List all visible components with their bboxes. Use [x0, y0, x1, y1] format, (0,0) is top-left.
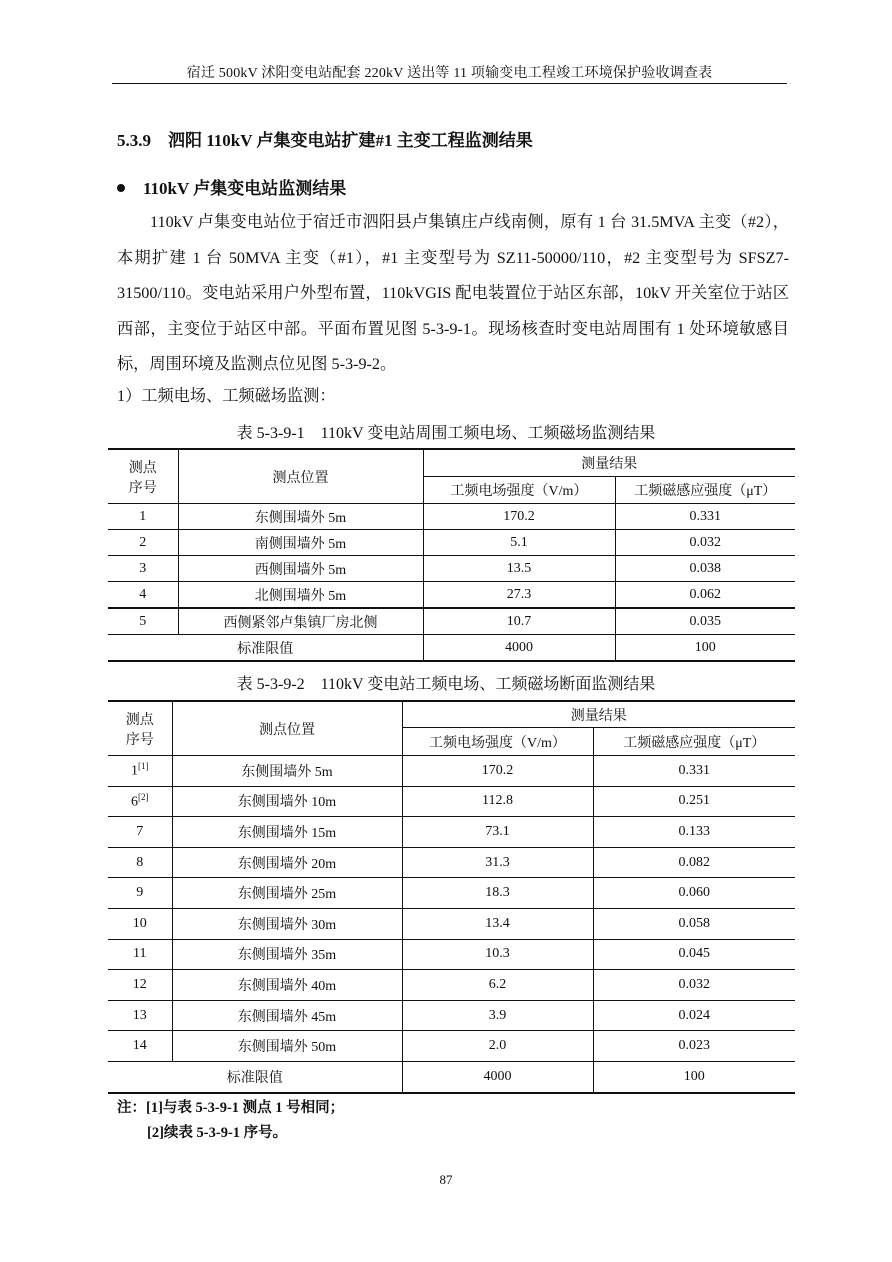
- table2-cell-e: 18.3: [402, 878, 593, 909]
- table2-cell-no: 14: [108, 1031, 172, 1062]
- table2-cell-location: 东侧围墙外 45m: [172, 1000, 402, 1031]
- table2-cell-location: 东侧围墙外 40m: [172, 970, 402, 1001]
- table1-cell-no: 1: [108, 504, 178, 530]
- table1-cell-location: 西侧紧邻卢集镇厂房北侧: [178, 608, 423, 635]
- table2-cell-b: 0.023: [593, 1031, 795, 1062]
- table1-cell-location: 南侧围墙外 5m: [178, 530, 423, 556]
- table-row: [108, 939, 795, 970]
- table2-cell-b: 0.045: [593, 939, 795, 970]
- table1-cell-b: 0.035: [615, 608, 795, 635]
- table2-cell-no: 10: [108, 908, 172, 939]
- table2-cell-no: 13: [108, 1000, 172, 1031]
- table-row: [108, 908, 795, 939]
- table2-cell-b: 0.251: [593, 786, 795, 817]
- table2-cell-location: 东侧围墙外 25m: [172, 878, 402, 909]
- table1-limit-label: 标准限值: [108, 635, 423, 662]
- page-number: 87: [439, 1172, 453, 1187]
- table1-cell-no: 2: [108, 530, 178, 556]
- table2-cell-b: 0.331: [593, 756, 795, 787]
- running-header: 宿迁 500kV 沭阳变电站配套 220kV 送出等 11 项输变电工程竣工环境保护验收调查表: [186, 66, 713, 81]
- bullet-heading-text: 110kV 卢集变电站监测结果: [143, 179, 347, 198]
- table2-cell-e: 170.2: [402, 756, 593, 787]
- table1-limit-row: [108, 635, 795, 662]
- table2-cell-e: 2.0: [402, 1031, 593, 1062]
- table2-caption: 表 5-3-9-2 110kV 变电站工频电场、工频磁场断面监测结果: [236, 676, 656, 693]
- cell-text: 测点: [125, 712, 154, 728]
- bullet-dot-icon: [117, 184, 125, 192]
- cell-text: [2]: [138, 792, 149, 803]
- table2-cell-no: 9: [108, 878, 172, 909]
- table2-cell-e: 73.1: [402, 817, 593, 848]
- cell-text: 测点: [128, 460, 157, 476]
- body-paragraph: 110kV 卢集变电站位于宿迁市泗阳县卢集镇庄卢线南侧，原有 1 台 31.5MVA 主变（#2），本期扩建 1 台 50MVA 主变（#1），#1 主变型号为 SZ11-50000/110，#2 主变型号为 SFSZ7-31500/110。变电站采用户外型布置，110kVGIS 配电装置位于站区东部，10kV 开关室位于站区西部，主变位于站区中部。平面布置见图 5-3-9-1。现场核查时变电站周围有 1 处环境敏感目标，周围环境及监测点位见图 5-3-9-2。: [117, 213, 789, 373]
- table2-cell-e: 13.4: [402, 908, 593, 939]
- table2-cell-location: 东侧围墙外 35m: [172, 939, 402, 970]
- table2-cell-b: 0.082: [593, 847, 795, 878]
- cell-text: [1]: [138, 761, 149, 772]
- table2-cell-location: 东侧围墙外 15m: [172, 817, 402, 848]
- table2-limit-label: 标准限值: [108, 1061, 402, 1092]
- table1-cell-e: 5.1: [423, 530, 615, 556]
- table2-cell-b: 0.024: [593, 1000, 795, 1031]
- table1-cell-b: 0.032: [615, 530, 795, 556]
- table-row: [108, 1000, 795, 1031]
- table-row: [108, 556, 795, 582]
- table2-cell-e: 112.8: [402, 786, 593, 817]
- table2-header-e: 工频电场强度（V/m）: [402, 728, 593, 756]
- table1-cell-location: 北侧围墙外 5m: [178, 582, 423, 609]
- table-row: [108, 817, 795, 848]
- table1-limit-b: 100: [615, 635, 795, 662]
- table2-cell-location: 东侧围墙外 5m: [172, 756, 402, 787]
- note-line-2: [2]续表 5-3-9-1 序号。: [147, 1125, 288, 1141]
- table2-cell-e: 6.2: [402, 970, 593, 1001]
- table-row: [108, 530, 795, 556]
- table2-limit-b: 100: [593, 1061, 795, 1092]
- cell-text: 序号: [128, 480, 157, 496]
- table1-header-e: 工频电场强度（V/m）: [423, 477, 615, 504]
- table-notes: [117, 1096, 344, 1146]
- table2-header-b: 工频磁感应强度（μT）: [593, 728, 795, 756]
- note-line-1: 注：[1]与表 5-3-9-1 测点 1 号相同；: [117, 1100, 345, 1116]
- table1: [108, 448, 795, 662]
- table2-header-location: 测点位置: [172, 701, 402, 756]
- table1-cell-b: 0.331: [615, 504, 795, 530]
- table2-cell-no: 12: [108, 970, 172, 1001]
- cell-text: 6: [131, 794, 138, 810]
- table1-header-b: 工频磁感应强度（μT）: [615, 477, 795, 504]
- table1-cell-e: 13.5: [423, 556, 615, 582]
- table-row: [108, 878, 795, 909]
- table-row: [108, 608, 795, 635]
- table2-cell-b: 0.058: [593, 908, 795, 939]
- table2-cell-no: [108, 756, 172, 787]
- table2-limit-e: 4000: [402, 1061, 593, 1092]
- table1-cell-e: 170.2: [423, 504, 615, 530]
- table2: [108, 700, 795, 1094]
- table-row: [108, 504, 795, 530]
- cell-text: 1: [131, 764, 138, 780]
- table-row: [108, 756, 795, 787]
- table2-cell-e: 10.3: [402, 939, 593, 970]
- table2-header-results: 测量结果: [402, 701, 795, 728]
- table1-cell-location: 西侧围墙外 5m: [178, 556, 423, 582]
- table1-cell-b: 0.038: [615, 556, 795, 582]
- table-row: [108, 970, 795, 1001]
- table1-header-point-no: [108, 449, 178, 504]
- table2-cell-location: 东侧围墙外 20m: [172, 847, 402, 878]
- header-rule: [112, 83, 787, 84]
- table1-cell-no: 5: [108, 608, 178, 635]
- table1-header-results: 测量结果: [423, 449, 795, 477]
- sub-heading: 1）工频电场、工频磁场监测：: [117, 387, 336, 405]
- table2-cell-location: 东侧围墙外 50m: [172, 1031, 402, 1062]
- table-row: [108, 1031, 795, 1062]
- table2-cell-no: 7: [108, 817, 172, 848]
- table1-cell-b: 0.062: [615, 582, 795, 609]
- table-row: [108, 582, 795, 609]
- table2-cell-no: [108, 786, 172, 817]
- table-row: [108, 786, 795, 817]
- table1-limit-e: 4000: [423, 635, 615, 662]
- table1-cell-no: 4: [108, 582, 178, 609]
- table1-cell-location: 东侧围墙外 5m: [178, 504, 423, 530]
- table2-cell-e: 3.9: [402, 1000, 593, 1031]
- table-row: [108, 847, 795, 878]
- table2-cell-location: 东侧围墙外 10m: [172, 786, 402, 817]
- table1-header-location: 测点位置: [178, 449, 423, 504]
- table1-cell-e: 27.3: [423, 582, 615, 609]
- table2-cell-e: 31.3: [402, 847, 593, 878]
- section-title: 5.3.9 泗阳 110kV 卢集变电站扩建#1 主变工程监测结果: [117, 131, 533, 150]
- bullet-heading: [117, 174, 346, 199]
- table2-header-point-no: [108, 701, 172, 756]
- table2-cell-no: 8: [108, 847, 172, 878]
- table1-caption: 表 5-3-9-1 110kV 变电站周围工频电场、工频磁场监测结果: [236, 425, 656, 442]
- table2-cell-b: 0.060: [593, 878, 795, 909]
- table2-cell-b: 0.032: [593, 970, 795, 1001]
- table2-limit-row: [108, 1061, 795, 1092]
- table2-cell-location: 东侧围墙外 30m: [172, 908, 402, 939]
- table2-cell-b: 0.133: [593, 817, 795, 848]
- table1-cell-e: 10.7: [423, 608, 615, 635]
- table2-cell-no: 11: [108, 939, 172, 970]
- cell-text: 序号: [125, 732, 154, 748]
- table1-cell-no: 3: [108, 556, 178, 582]
